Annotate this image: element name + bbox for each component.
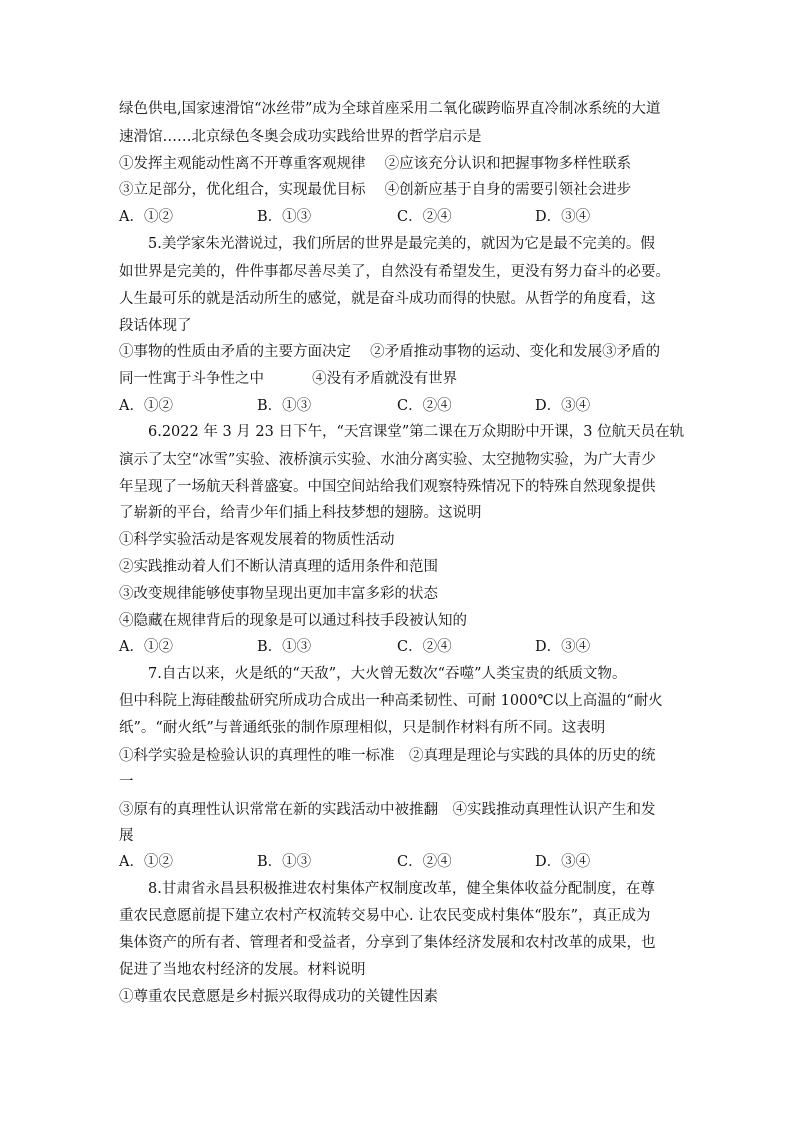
q5-stem-line-1: 5.美学家朱光潜说过，我们所居的世界是最完美的，就因为它是最不完美的。假 [148,236,655,252]
q6-stem-line-2: 演示了太空“冰雪”实验、液桥演示实验、水油分离实验、太空抛物实验，为广大青少 [119,452,656,468]
q6-statement-4: ④隐藏在规律背后的现象是可以通过科技手段被认知的 [119,613,467,629]
q8-stem-line-2: 重农民意愿前提下建立农村产权流转交易中心. 让农民变成村集体“股东”，真正成为 [119,908,651,924]
q5-stem-line-2: 如世界是完美的，件件事都尽善尽美了，自然没有希望发生，更没有努力奋斗的必要。 [119,264,670,280]
q5-choice-d: D．③④ [535,398,591,414]
q4-choice-c: C．②④ [397,209,452,225]
q7-choice-a: A．①② [119,854,173,870]
q4-stem-line-2: 速滑馆……北京绿色冬奥会成功实践给世界的哲学启示是 [119,129,482,145]
q6-stem-line-3: 年呈现了一场航天科普盛宴。中国空间站给我们观察特殊情况下的特殊自然现象提供 [119,479,656,495]
q7-stem-line-3: 纸”。“耐火纸”与普通纸张的制作原理相似，只是制作材料有所不同。这表明 [119,720,606,736]
q5-choice-a: A．①② [119,398,173,414]
q6-stem-line-4: 了崭新的平台，给青少年们插上科技梦想的翅膀。这说明 [119,505,482,521]
q7-statement-line-3: ③原有的真理性认识常常在新的实践活动中被推翻 ④实践推动真理性认识产生和发 [119,802,656,818]
q6-choice-b: B．①③ [257,639,312,655]
q4-statement-line-2: ③立足部分，优化组合，实现最优目标 ④创新应基于自身的需要引领社会进步 [119,182,632,198]
q5-choice-b: B．①③ [257,398,312,414]
q5-stem-line-3: 人生最可乐的就是活动所生的感觉，就是奋斗成功而得的快慰。从哲学的角度看，这 [119,291,656,307]
q5-stem-line-4: 段话体现了 [119,318,192,334]
q5-statement-line-2: 同一性寓于斗争性之中 ④没有矛盾就没有世界 [119,371,458,387]
q7-statement-line-4: 展 [119,828,134,844]
q4-stem-line-1: 绿色供电,国家速滑馆“冰丝带”成为全球首座采用二氧化碳跨临界直冷制冰系统的大道 [119,101,661,117]
q8-statement-1: ①尊重农民意愿是乡村振兴取得成功的关键性因素 [119,989,438,1005]
q7-choice-c: C．②④ [397,854,452,870]
q7-statement-line-1: ①科学实验是检验认识的真理性的唯一标准 ②真理是理论与实践的具体的历史的统 [119,748,656,764]
q7-statement-line-2: 一 [119,774,134,790]
q6-stem-line-1: 6.2022 年 3 月 23 日下午，“天宫课堂”第二课在万众期盼中开课，3 位航天员在轨 [148,424,685,440]
q7-stem-line-2: 但中科院上海硅酸盐研究所成功合成出一种高柔韧性、可耐 1000℃以上高温的“耐火 [119,693,663,709]
q4-statement-line-1: ①发挥主观能动性离不开尊重客观规律 ②应该充分认识和把握事物多样性联系 [119,156,632,172]
q5-statement-line-1: ①事物的性质由矛盾的主要方面决定 ②矛盾推动事物的运动、变化和发展③矛盾的 [119,344,661,360]
q5-choice-c: C．②④ [397,398,452,414]
q8-stem-line-4: 促进了当地农村经济的发展。材料说明 [119,962,366,978]
q6-statement-3: ③改变规律能够使事物呈现出更加丰富多彩的状态 [119,586,438,602]
q8-stem-line-1: 8.甘肃省永昌县积极推进农村集体产权制度改革，健全集体收益分配制度，在尊 [148,881,655,897]
q6-choice-c: C．②④ [397,639,452,655]
q4-choice-d: D．③④ [535,209,591,225]
q4-choice-b: B．①③ [257,209,312,225]
q4-choice-a: A．①② [119,209,173,225]
q8-stem-line-3: 集体资产的所有者、管理者和受益者，分享到了集体经济发展和农村改革的成果，也 [119,935,656,951]
q6-choice-d: D．③④ [535,639,591,655]
q7-choice-d: D．③④ [535,854,591,870]
q7-choice-b: B．①③ [257,854,312,870]
q6-choice-a: A．①② [119,639,173,655]
q7-stem-line-1: 7.自古以来，火是纸的“天敌”，大火曾无数次“吞噬”人类宝贵的纸质文物。 [148,666,627,682]
q6-statement-1: ①科学实验活动是客观发展着的物质性活动 [119,532,395,548]
q6-statement-2: ②实践推动着人们不断认清真理的适用条件和范围 [119,559,438,575]
